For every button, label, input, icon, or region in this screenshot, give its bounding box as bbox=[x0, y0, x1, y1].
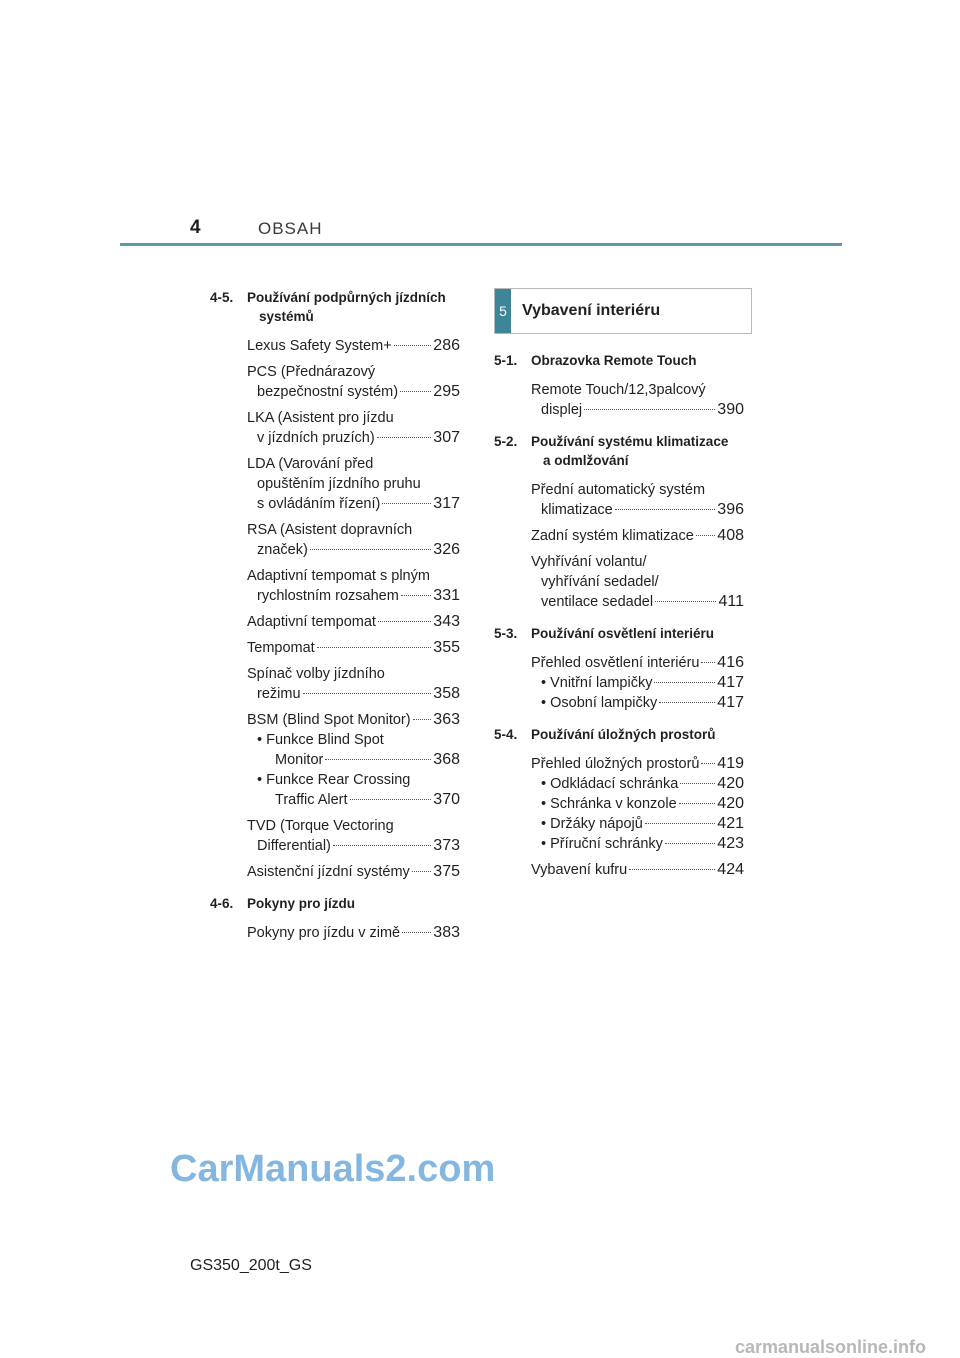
toc-entry-text: Vybavení kufru bbox=[531, 862, 628, 878]
toc-page-number: 295 bbox=[433, 383, 460, 400]
toc-page-number: 420 bbox=[717, 775, 744, 792]
dot-leader bbox=[701, 662, 715, 663]
section-title-line: a odmlžování bbox=[543, 453, 629, 468]
toc-entry-last-line bbox=[247, 612, 460, 632]
chapter-box[interactable] bbox=[494, 288, 752, 334]
dot-leader bbox=[654, 682, 715, 683]
section-number: 4-6. bbox=[210, 896, 234, 911]
dot-leader bbox=[584, 409, 715, 410]
toc-entry[interactable] bbox=[210, 923, 460, 943]
toc-page-number: 355 bbox=[433, 639, 460, 656]
section-title-line: Používání úložných prostorů bbox=[531, 727, 716, 742]
toc-entry-text: Přehled úložných prostorů bbox=[531, 756, 700, 772]
toc-entry-last-line bbox=[531, 500, 744, 520]
toc-entry-text: Differential) bbox=[257, 838, 331, 854]
toc-entry-text: LKA (Asistent pro jízdu bbox=[247, 410, 394, 426]
dot-leader bbox=[629, 869, 715, 870]
toc-page-number: 416 bbox=[717, 654, 744, 671]
section-heading bbox=[210, 288, 460, 326]
dot-leader bbox=[317, 647, 432, 648]
section-spacer bbox=[210, 949, 460, 955]
section-title-line: Používání systému klimatizace bbox=[531, 434, 729, 449]
header-rule bbox=[120, 243, 842, 246]
toc-entry-last-line bbox=[531, 860, 744, 880]
toc-entry[interactable] bbox=[210, 408, 460, 448]
toc-page-number: 408 bbox=[717, 527, 744, 544]
watermark-site: carmanualsonline.info bbox=[735, 1337, 927, 1357]
toc-entry-text: opuštěním jízdního pruhu bbox=[257, 476, 421, 492]
dot-leader bbox=[325, 759, 431, 760]
toc-page-number: 370 bbox=[433, 791, 460, 808]
toc-entry-text: klimatizace bbox=[541, 502, 613, 518]
toc-entry-text: LDA (Varování před bbox=[247, 456, 374, 472]
dot-leader bbox=[377, 437, 432, 438]
section-spacer bbox=[494, 886, 744, 892]
section-title bbox=[531, 725, 744, 744]
toc-sub-entry[interactable] bbox=[531, 814, 744, 834]
toc-entry-text: značek) bbox=[257, 542, 308, 558]
toc-entry-text: PCS (Přednárazový bbox=[247, 364, 376, 380]
dot-leader bbox=[645, 823, 716, 824]
toc-entry-last-line bbox=[247, 638, 460, 658]
dot-leader bbox=[659, 702, 715, 703]
watermark-logo: CarManuals2.com bbox=[170, 1148, 496, 1190]
toc-entry[interactable] bbox=[494, 526, 744, 546]
toc-entry-text: Remote Touch/12,3palcový bbox=[531, 382, 706, 398]
dot-leader bbox=[333, 845, 431, 846]
page-number: 4 bbox=[190, 217, 201, 238]
toc-page-number: 419 bbox=[717, 755, 744, 772]
toc-entry-text: Zadní systém klimatizace bbox=[531, 528, 694, 544]
toc-left-column bbox=[210, 288, 460, 955]
dot-leader bbox=[401, 595, 431, 596]
footer-model-code: GS350_200t_GS bbox=[190, 1257, 312, 1274]
toc-entry-text: s ovládáním řízení) bbox=[257, 496, 381, 512]
section-title-line: Používání podpůrných jízdních bbox=[247, 290, 446, 305]
chapter-number: 5 bbox=[495, 289, 511, 333]
section-number: 4-5. bbox=[210, 290, 234, 305]
toc-entry-last-line bbox=[247, 540, 460, 560]
toc-entry[interactable] bbox=[494, 860, 744, 880]
toc-entry-text: Lexus Safety System+ bbox=[247, 338, 392, 354]
section-title-line: Používání osvětlení interiéru bbox=[531, 626, 715, 641]
dot-leader bbox=[655, 601, 716, 602]
toc-entry-last-line bbox=[247, 382, 460, 402]
toc-entry[interactable] bbox=[210, 816, 460, 856]
toc-entry-last-line bbox=[247, 586, 460, 606]
dot-leader bbox=[350, 799, 432, 800]
section-title-line: systémů bbox=[259, 309, 314, 324]
dot-leader bbox=[680, 783, 715, 784]
toc-entry-text: vyhřívání sedadel/ bbox=[541, 574, 659, 590]
toc-entry-text: BSM (Blind Spot Monitor) bbox=[247, 712, 411, 728]
dot-leader bbox=[310, 549, 432, 550]
toc-right-column bbox=[494, 288, 744, 892]
dot-leader bbox=[665, 843, 715, 844]
section-title bbox=[531, 351, 744, 370]
toc-entry-text: bezpečnostní systém) bbox=[257, 384, 399, 400]
toc-page-number: 390 bbox=[717, 401, 744, 418]
section-title bbox=[247, 288, 460, 326]
toc-right-sections bbox=[494, 351, 744, 892]
toc-entry[interactable] bbox=[210, 664, 460, 704]
chapter-title: Vybavení interiéru bbox=[522, 302, 661, 319]
section-title-line: Pokyny pro jízdu bbox=[247, 896, 356, 911]
toc-entry-text: Adaptivní tempomat bbox=[247, 614, 376, 630]
dot-leader bbox=[303, 693, 432, 694]
toc-page-number: 317 bbox=[433, 495, 460, 512]
toc-entry[interactable] bbox=[494, 653, 744, 713]
toc-entry[interactable] bbox=[210, 638, 460, 658]
toc-sub-entry-text: • Příruční schránky bbox=[541, 836, 663, 852]
page-title: OBSAH bbox=[258, 219, 323, 238]
toc-entry-text: TVD (Torque Vectoring bbox=[247, 818, 394, 834]
section-title bbox=[531, 432, 744, 470]
section-title-line: Obrazovka Remote Touch bbox=[531, 353, 697, 368]
toc-entry-last-line bbox=[247, 710, 460, 730]
toc-page-number: 424 bbox=[717, 861, 744, 878]
toc-entry[interactable] bbox=[210, 336, 460, 356]
toc-sub-entry-text: • Funkce Rear Crossing bbox=[257, 772, 411, 788]
section-number: 5-3. bbox=[494, 626, 518, 641]
toc-page-number: 375 bbox=[433, 863, 460, 880]
toc-entry-text: ventilace sedadel bbox=[541, 594, 654, 610]
dot-leader bbox=[402, 932, 431, 933]
toc-page-number: 396 bbox=[717, 501, 744, 518]
toc-entry-text: rychlostním rozsahem bbox=[257, 588, 399, 604]
toc-page-number: 358 bbox=[433, 685, 460, 702]
dot-leader bbox=[378, 621, 431, 622]
toc-entry-last-line bbox=[531, 400, 744, 420]
toc-entry-last-line bbox=[247, 336, 460, 356]
toc-sub-entry[interactable] bbox=[531, 834, 744, 854]
dot-leader bbox=[413, 719, 432, 720]
toc-entry-last-line bbox=[247, 494, 460, 514]
toc-sub-entry-text: • Držáky nápojů bbox=[541, 816, 643, 832]
toc-entry[interactable] bbox=[210, 612, 460, 632]
toc-page-number: 363 bbox=[433, 711, 460, 728]
toc-entry[interactable] bbox=[210, 362, 460, 402]
toc-page-number: 326 bbox=[433, 541, 460, 558]
toc-entry-text: režimu bbox=[257, 686, 301, 702]
toc-entry[interactable] bbox=[494, 754, 744, 854]
dot-leader bbox=[412, 871, 432, 872]
toc-entry[interactable] bbox=[494, 552, 744, 612]
toc-entry-text: Spínač volby jízdního bbox=[247, 666, 385, 682]
toc-page-number: 373 bbox=[433, 837, 460, 854]
toc-entry-text: Přehled osvětlení interiéru bbox=[531, 655, 700, 671]
toc-page-number: 286 bbox=[433, 337, 460, 354]
toc-entry-text: RSA (Asistent dopravních bbox=[247, 522, 413, 538]
toc-entry-text: Asistenční jízdní systémy bbox=[247, 864, 410, 880]
section-heading bbox=[494, 624, 744, 643]
toc-entry[interactable] bbox=[494, 380, 744, 420]
page-header bbox=[0, 0, 960, 250]
toc-page-number: 331 bbox=[433, 587, 460, 604]
toc-entry-last-line bbox=[247, 923, 460, 943]
toc-entry-text: Pokyny pro jízdu v zimě bbox=[247, 925, 401, 941]
toc-entry-last-line bbox=[531, 754, 744, 774]
toc-entry-last-line bbox=[247, 428, 460, 448]
dot-leader bbox=[696, 535, 716, 536]
toc-page-number: 411 bbox=[718, 593, 744, 610]
section-number: 5-1. bbox=[494, 353, 518, 368]
dot-leader bbox=[394, 345, 432, 346]
toc-page-number: 307 bbox=[433, 429, 460, 446]
toc-sub-entry-text: • Odkládací schránka bbox=[541, 776, 679, 792]
toc-entry-text: Tempomat bbox=[247, 640, 315, 656]
toc-entry-text: Vyhřívání volantu/ bbox=[531, 554, 647, 570]
toc-sub-entry[interactable] bbox=[531, 693, 744, 713]
toc-sub-entry[interactable] bbox=[247, 750, 460, 770]
section-heading bbox=[494, 351, 744, 370]
toc-entry-text: v jízdních pruzích) bbox=[257, 430, 375, 446]
toc-sub-entry-text: Monitor bbox=[275, 752, 324, 768]
toc-sub-entry[interactable] bbox=[531, 673, 744, 693]
toc-entry-text: Adaptivní tempomat s plným bbox=[247, 568, 430, 584]
toc-sub-entry-text: • Schránka v konzole bbox=[541, 796, 677, 812]
toc-page-number: 423 bbox=[717, 835, 744, 852]
section-heading bbox=[210, 894, 460, 913]
toc-page-number: 368 bbox=[433, 751, 460, 768]
toc-sub-entry-text: Traffic Alert bbox=[275, 792, 348, 808]
toc-page-number: 343 bbox=[433, 613, 460, 630]
dot-leader bbox=[400, 391, 431, 392]
toc-page-number: 420 bbox=[717, 795, 744, 812]
toc-page-number: 383 bbox=[433, 924, 460, 941]
toc-entry-last-line bbox=[247, 862, 460, 882]
dot-leader bbox=[679, 803, 716, 804]
toc-entry[interactable] bbox=[210, 520, 460, 560]
toc-entry[interactable] bbox=[210, 566, 460, 606]
section-heading bbox=[494, 725, 744, 744]
section-number: 5-4. bbox=[494, 727, 518, 742]
toc-sub-entry-text: • Osobní lampičky bbox=[541, 695, 658, 711]
section-number: 5-2. bbox=[494, 434, 518, 449]
toc-entry-last-line bbox=[531, 592, 744, 612]
toc-entry[interactable] bbox=[210, 454, 460, 514]
toc-entry-last-line bbox=[247, 836, 460, 856]
toc-entry[interactable] bbox=[210, 862, 460, 882]
toc-page-number: 417 bbox=[717, 674, 744, 691]
toc-sub-entry[interactable] bbox=[531, 794, 744, 814]
toc-entry-text: Přední automatický systém bbox=[531, 482, 706, 498]
toc-entry-last-line bbox=[247, 684, 460, 704]
toc-entry-last-line bbox=[531, 653, 744, 673]
toc-entry[interactable] bbox=[210, 710, 460, 810]
dot-leader bbox=[701, 763, 715, 764]
toc-sub-entry[interactable] bbox=[247, 790, 460, 810]
toc-page-number: 421 bbox=[717, 815, 744, 832]
toc-entry-last-line bbox=[531, 526, 744, 546]
section-title bbox=[531, 624, 744, 643]
toc-entry-text: displej bbox=[541, 402, 583, 418]
dot-leader bbox=[382, 503, 431, 504]
toc-sub-entry-text: • Funkce Blind Spot bbox=[257, 732, 384, 748]
section-title bbox=[247, 894, 460, 913]
toc-sub-entry-text: • Vnitřní lampičky bbox=[541, 675, 653, 691]
toc-sub-entry[interactable] bbox=[531, 774, 744, 794]
toc-page-number: 417 bbox=[717, 694, 744, 711]
toc-entry[interactable] bbox=[494, 480, 744, 520]
dot-leader bbox=[615, 509, 716, 510]
section-heading bbox=[494, 432, 744, 470]
